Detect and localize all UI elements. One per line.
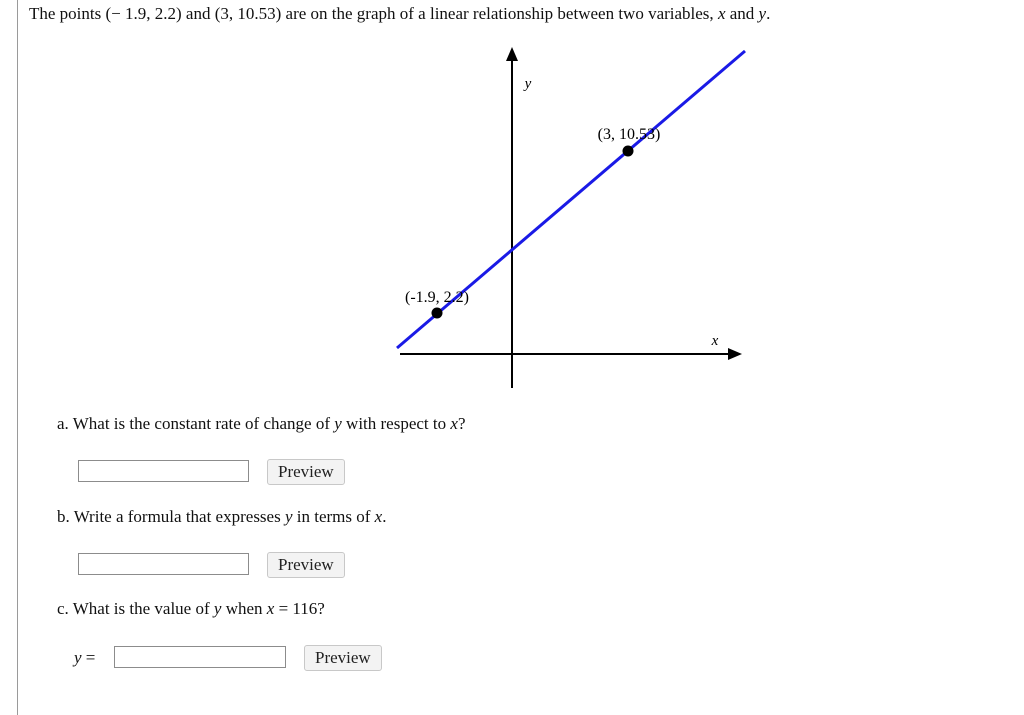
question-b bbox=[57, 507, 386, 527]
point-1-text: − 1.9, 2.2 bbox=[111, 4, 176, 23]
preview-b-button[interactable]: Preview bbox=[267, 552, 345, 578]
y-axis-arrow bbox=[506, 47, 518, 61]
question-c-prefix: c. What is the value of bbox=[57, 599, 210, 618]
question-a-mid: with respect to bbox=[346, 414, 447, 433]
question-c-mid: when bbox=[225, 599, 263, 618]
question-a bbox=[57, 414, 465, 434]
intro-and: and bbox=[729, 4, 755, 23]
question-b-var-x: x bbox=[374, 507, 383, 526]
answer-b-input[interactable] bbox=[78, 553, 249, 575]
question-a-suffix: ? bbox=[457, 414, 466, 433]
answer-c-var: y bbox=[74, 648, 82, 667]
y-axis-label: y bbox=[524, 76, 532, 92]
intro-suffix: ) are on the graph of a linear relationship between two variables, bbox=[275, 4, 714, 23]
question-b-prefix: b. Write a formula that expresses bbox=[57, 507, 281, 526]
preview-a-button[interactable]: Preview bbox=[267, 459, 345, 485]
point-1-marker bbox=[432, 308, 443, 319]
x-axis-arrow bbox=[728, 348, 742, 360]
answer-c-label bbox=[74, 648, 95, 668]
question-a-var-x: x bbox=[450, 414, 458, 433]
point-2-marker bbox=[623, 146, 634, 157]
question-c-equals: = 116? bbox=[278, 599, 325, 618]
question-c bbox=[57, 599, 325, 619]
answer-a-input[interactable] bbox=[78, 460, 249, 482]
question-a-var-y: y bbox=[334, 414, 342, 433]
x-axis-label: x bbox=[711, 333, 719, 349]
intro-period: . bbox=[766, 4, 771, 23]
preview-c-button[interactable]: Preview bbox=[304, 645, 382, 671]
answer-c-eq: = bbox=[85, 648, 96, 667]
question-b-mid: in terms of bbox=[296, 507, 371, 526]
question-c-var-y: y bbox=[213, 599, 222, 618]
question-b-suffix: . bbox=[382, 507, 387, 526]
var-y: y bbox=[758, 4, 767, 23]
intro-mid: ) and ( bbox=[176, 4, 221, 23]
point-2-label: (3, 10.53) bbox=[597, 126, 661, 143]
intro-prefix: The points ( bbox=[29, 4, 112, 23]
question-c-var-x: x bbox=[266, 599, 275, 618]
question-b-var-y: y bbox=[284, 507, 293, 526]
answer-c-input[interactable] bbox=[114, 646, 286, 668]
point-1-label: (-1.9, 2.2) bbox=[405, 289, 469, 306]
question-a-prefix: a. What is the constant rate of change of bbox=[57, 414, 330, 433]
var-x: x bbox=[717, 4, 726, 23]
point-2-text: 3, 10.53 bbox=[220, 4, 276, 23]
